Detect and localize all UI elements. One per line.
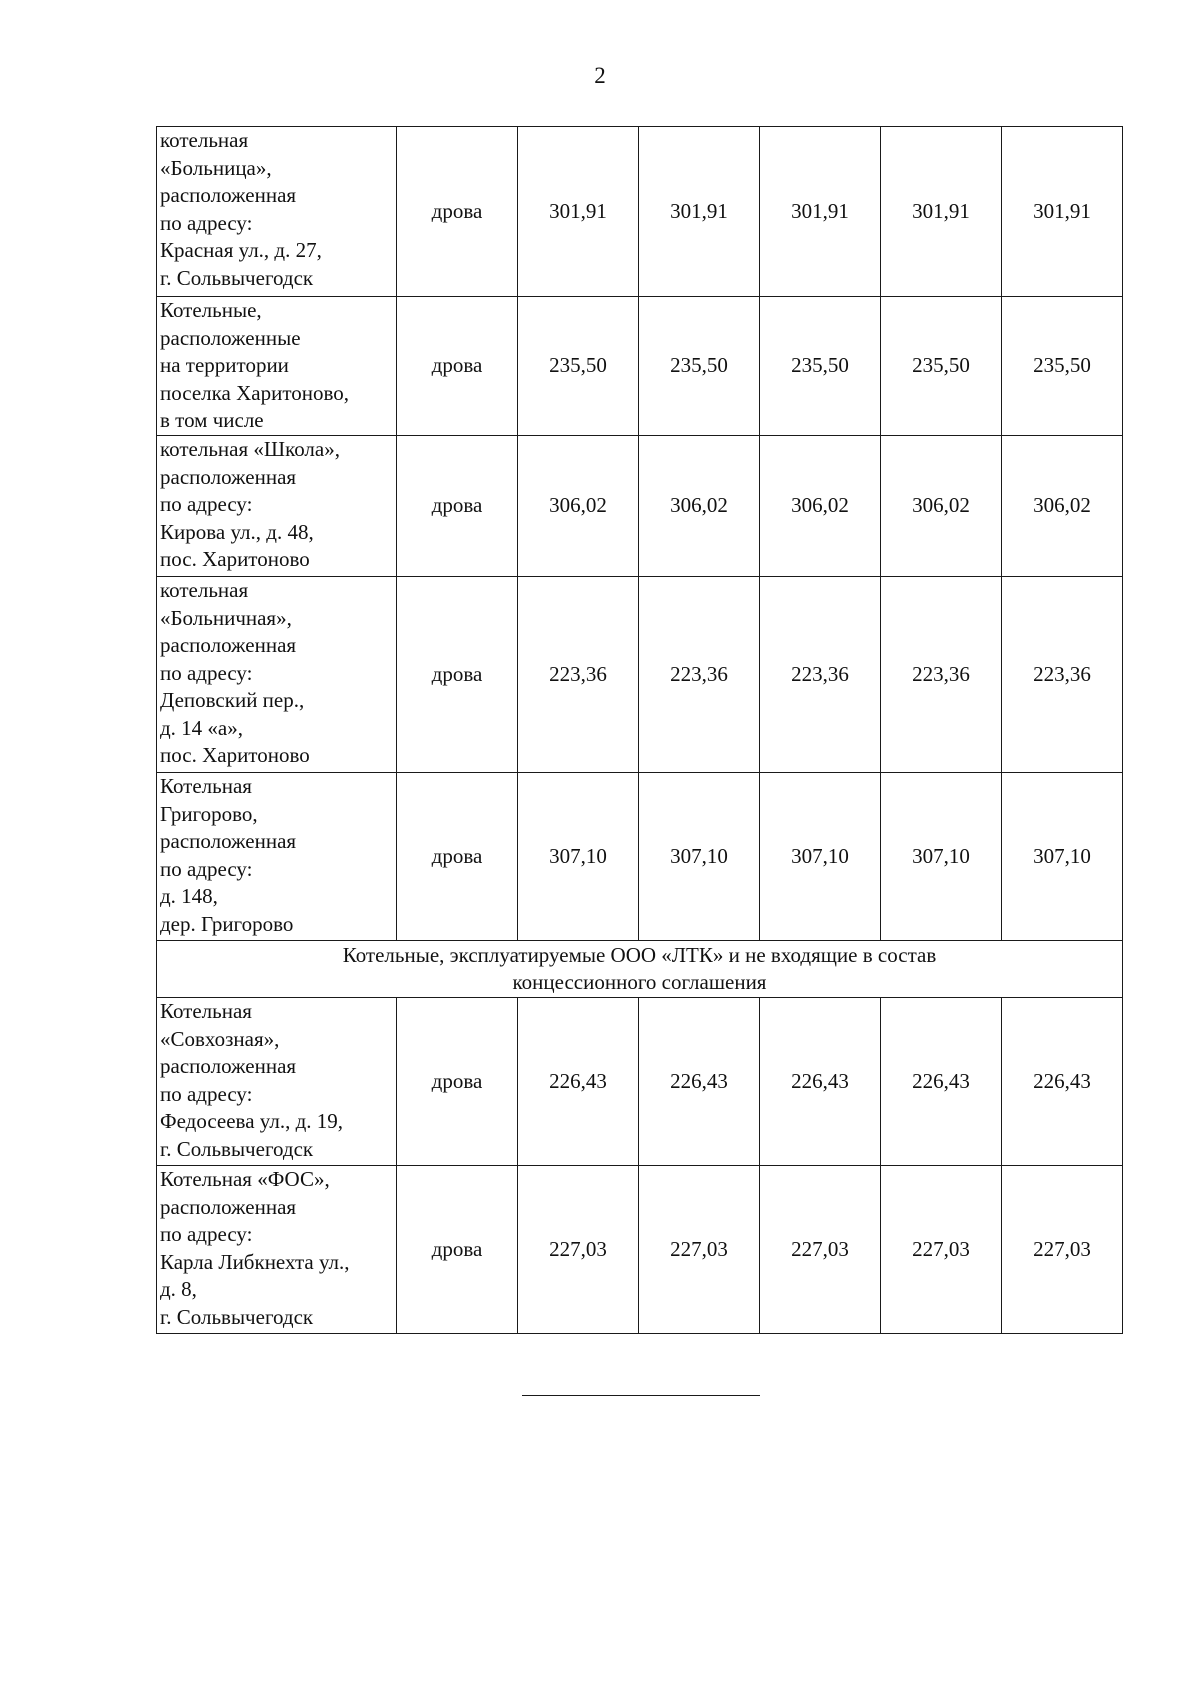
fuel-type-cell: дрова xyxy=(397,127,518,297)
boiler-name-line: котельная «Школа», xyxy=(160,437,340,461)
boiler-name-line: Красная ул., д. 27, xyxy=(160,238,322,262)
tariff-value-cell: 307,10 xyxy=(881,773,1002,941)
table-row xyxy=(157,436,1123,577)
end-of-document-rule xyxy=(522,1395,760,1396)
boiler-name-line: Деповский пер., xyxy=(160,688,305,712)
section-header-line: концессионного соглашения xyxy=(512,970,767,994)
tariff-value-cell: 227,03 xyxy=(760,1166,881,1334)
boiler-name-cell xyxy=(157,436,397,577)
tariff-value-cell: 235,50 xyxy=(881,297,1002,436)
table-row xyxy=(157,127,1123,297)
tariff-value-cell: 235,50 xyxy=(760,297,881,436)
fuel-type-cell: дрова xyxy=(397,1166,518,1334)
tariff-value-cell: 307,10 xyxy=(760,773,881,941)
boiler-name-line: Котельная xyxy=(160,774,252,798)
tariff-value-cell: 301,91 xyxy=(760,127,881,297)
boiler-name-line: расположенная xyxy=(160,464,297,489)
section-header-row xyxy=(157,941,1123,998)
boiler-name-cell xyxy=(157,998,397,1166)
boiler-name-line: «Совхозная», xyxy=(160,1026,280,1051)
tariff-value-cell: 306,02 xyxy=(1002,436,1123,577)
tariff-value-cell: 223,36 xyxy=(518,577,639,773)
boiler-name-line: расположенная xyxy=(160,633,297,657)
tariff-value-cell: 223,36 xyxy=(639,577,760,773)
boiler-name-line: по адресу: xyxy=(160,1222,253,1246)
boiler-name-line: Котельные, xyxy=(160,298,262,322)
boiler-name-line: дер. Григорово xyxy=(160,911,294,936)
boiler-name-line: по адресу: xyxy=(160,492,253,516)
tariff-value-cell: 301,91 xyxy=(881,127,1002,297)
boiler-name-cell xyxy=(157,1166,397,1334)
boiler-name-cell xyxy=(157,127,397,297)
fuel-type-cell: дрова xyxy=(397,436,518,577)
tariff-value-cell: 306,02 xyxy=(639,436,760,577)
section-header-line: Котельные, эксплуатируемые ООО «ЛТК» и не входящие в состав xyxy=(342,942,937,967)
tariff-value-cell: 301,91 xyxy=(1002,127,1123,297)
tariff-value-cell: 301,91 xyxy=(639,127,760,297)
tariff-value-cell: 307,10 xyxy=(639,773,760,941)
tariff-table xyxy=(156,126,1123,1334)
boiler-name-line: на территории xyxy=(160,353,289,377)
boiler-name-line: котельная xyxy=(160,128,249,152)
boiler-name-line: пос. Харитоново xyxy=(160,547,310,571)
boiler-name-line: г. Сольвычегодск xyxy=(160,1136,314,1161)
fuel-type-cell: дрова xyxy=(397,297,518,436)
fuel-type-cell: дрова xyxy=(397,998,518,1166)
boiler-name-line: расположенная xyxy=(160,1054,297,1078)
boiler-name-cell xyxy=(157,577,397,773)
tariff-value-cell: 235,50 xyxy=(1002,297,1123,436)
tariff-value-cell: 235,50 xyxy=(639,297,760,436)
tariff-value-cell: 223,36 xyxy=(760,577,881,773)
tariff-value-cell: 223,36 xyxy=(1002,577,1123,773)
tariff-value-cell: 226,43 xyxy=(760,998,881,1166)
boiler-name-line: г. Сольвычегодск xyxy=(160,265,314,290)
boiler-name-cell xyxy=(157,297,397,436)
boiler-name-line: расположенная xyxy=(160,829,297,853)
tariff-value-cell: 227,03 xyxy=(639,1166,760,1334)
boiler-name-line: Кирова ул., д. 48, xyxy=(160,519,314,544)
tariff-value-cell: 306,02 xyxy=(518,436,639,577)
tariff-value-cell: 306,02 xyxy=(881,436,1002,577)
boiler-name-line: д. 8, xyxy=(160,1277,197,1301)
table-body xyxy=(157,127,1123,1334)
tariff-value-cell: 223,36 xyxy=(881,577,1002,773)
boiler-name-line: расположенная xyxy=(160,1194,297,1219)
boiler-name-line: Федосеева ул., д. 19, xyxy=(160,1109,344,1133)
tariff-value-cell: 307,10 xyxy=(1002,773,1123,941)
boiler-name-line: Котельная xyxy=(160,999,252,1023)
table-row xyxy=(157,577,1123,773)
fuel-type-cell: дрова xyxy=(397,773,518,941)
boiler-name-line: Котельная «ФОС», xyxy=(160,1167,330,1191)
boiler-name-line: по адресу: xyxy=(160,1081,253,1106)
tariff-value-cell: 227,03 xyxy=(881,1166,1002,1334)
tariff-value-cell: 226,43 xyxy=(639,998,760,1166)
page-number: 2 xyxy=(594,63,606,88)
tariff-value-cell: 301,91 xyxy=(518,127,639,297)
section-header-cell xyxy=(157,941,1123,998)
tariff-value-cell: 226,43 xyxy=(518,998,639,1166)
tariff-value-cell: 226,43 xyxy=(881,998,1002,1166)
boiler-name-line: поселка Харитоново, xyxy=(160,380,349,405)
tariff-value-cell: 226,43 xyxy=(1002,998,1123,1166)
table-row xyxy=(157,998,1123,1166)
boiler-name-line: «Больничная», xyxy=(160,605,292,630)
table-row xyxy=(157,773,1123,941)
boiler-name-line: по адресу: xyxy=(160,210,253,235)
tariff-value-cell: 235,50 xyxy=(518,297,639,436)
boiler-name-line: г. Сольвычегодск xyxy=(160,1304,314,1329)
tariff-value-cell: 307,10 xyxy=(518,773,639,941)
boiler-name-line: д. 148, xyxy=(160,884,218,908)
boiler-name-line: Карла Либкнехта ул., xyxy=(160,1249,350,1274)
boiler-name-line: расположенная xyxy=(160,183,297,207)
boiler-name-line: Григорово, xyxy=(160,801,258,826)
boiler-name-line: котельная xyxy=(160,578,249,602)
boiler-name-line: «Больница», xyxy=(160,155,272,180)
boiler-name-line: по адресу: xyxy=(160,660,253,685)
boiler-name-cell xyxy=(157,773,397,941)
tariff-value-cell: 227,03 xyxy=(1002,1166,1123,1334)
tariff-value-cell: 306,02 xyxy=(760,436,881,577)
table-row xyxy=(157,297,1123,436)
boiler-name-line: д. 14 «а», xyxy=(160,715,244,740)
table-row xyxy=(157,1166,1123,1334)
boiler-name-line: расположенные xyxy=(160,325,301,350)
boiler-name-line: пос. Харитоново xyxy=(160,743,310,767)
boiler-name-line: в том числе xyxy=(160,408,264,432)
fuel-type-cell: дрова xyxy=(397,577,518,773)
boiler-name-line: по адресу: xyxy=(160,856,253,881)
tariff-value-cell: 227,03 xyxy=(518,1166,639,1334)
